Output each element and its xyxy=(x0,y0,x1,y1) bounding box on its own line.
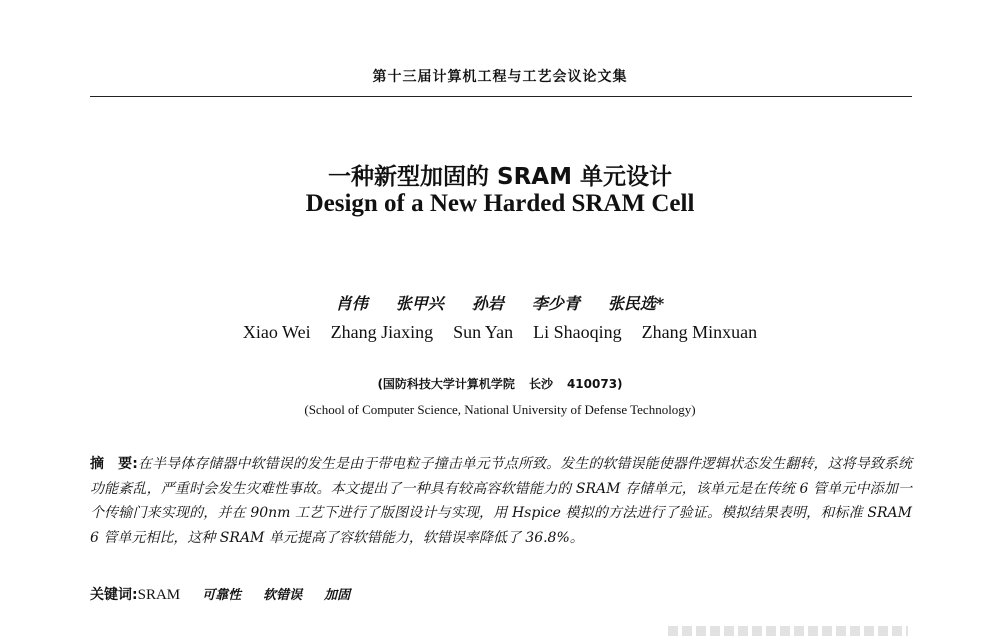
abstract-text: 在半导体存储器中软错误的发生是由于带电粒子撞击单元节点所致。发生的软错误能使器件逻辑状态发生翻转，这将导致系统功能紊乱，严重时会发生灾难性事故。本文提出了一种具有较高容软错能力的 SRAM 存储单元，该单元是在传统 6 管单元中添加一个传输门来实现的，并在 90nm 工艺下进行了版图设计与实现，用 Hspice 模拟的方法进行了验证。模拟结果表明，和标准 SRAM 6 管单元相比，这种 SRAM 单元提高了容软错能力，软错误率降低了 36.8%。 xyxy=(90,456,912,546)
author-zh: 张甲兴 xyxy=(395,294,444,313)
affiliation-chinese xyxy=(0,375,1000,392)
title-chinese: 一种新型加固的 SRAM 单元设计 xyxy=(328,164,672,190)
affiliation-english: (School of Computer Science, National University of Defense Technology) xyxy=(304,402,696,417)
keyword-item: 可靠性 xyxy=(202,588,242,603)
author-en: Zhang Minxuan xyxy=(641,322,758,342)
affiliation-postcode: 410073) xyxy=(566,377,623,391)
running-header: 第十三届计算机工程与工艺会议论文集 xyxy=(372,69,628,85)
author-zh: 肖伟 xyxy=(335,294,368,313)
authors-chinese xyxy=(0,291,1000,314)
keyword-item: 加固 xyxy=(324,588,351,603)
affiliation-school: (国防科技大学计算机学院 xyxy=(377,377,515,391)
affiliation-city: 长沙 xyxy=(528,377,553,391)
author-zh: 李少青 xyxy=(531,294,580,313)
abstract-label: 摘 要: xyxy=(90,456,138,472)
abstract xyxy=(90,452,912,550)
keyword-item: 软错误 xyxy=(263,588,303,603)
keywords-label: 关键词: xyxy=(90,587,138,603)
author-zh: 张民选* xyxy=(607,294,665,313)
author-en: Li Shaoqing xyxy=(533,322,622,342)
author-zh: 孙岩 xyxy=(471,294,504,313)
keyword-item: SRAM xyxy=(137,587,181,603)
authors-english xyxy=(0,322,1000,343)
header-rule xyxy=(90,96,912,97)
cropped-footnote-fragment xyxy=(668,626,908,636)
author-en: Xiao Wei xyxy=(242,322,311,342)
keywords xyxy=(90,584,912,604)
title-english: Design of a New Harded SRAM Cell xyxy=(305,190,695,217)
author-en: Sun Yan xyxy=(453,322,514,342)
author-en: Zhang Jiaxing xyxy=(330,322,434,342)
